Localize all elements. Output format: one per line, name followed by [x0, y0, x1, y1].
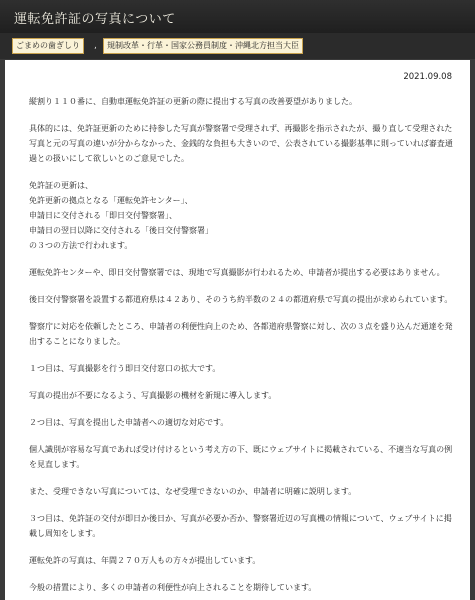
article-paragraphs [29, 94, 456, 595]
article-paragraph [29, 121, 456, 166]
paragraph-line: 免許証の更新は、 [29, 181, 93, 190]
article-paragraph [29, 94, 456, 109]
paragraph-line: ２つ目は、写真を提出した申請者への適切な対応です。 [29, 418, 229, 427]
paragraph-line: 個人識別が容易な写真であれば受け付けるという考え方の下、既にウェブサイトに掲載されている、不適当な写真の例を見直します。 [29, 445, 453, 469]
article-paragraph [29, 484, 456, 499]
category-tag-gomame[interactable]: ごまめの歯ぎしり [12, 38, 84, 54]
article-paragraph [29, 265, 456, 280]
article-paragraph [29, 415, 456, 430]
paragraph-line: 後日交付警察署を設置する都道府県は４２あり、そのうち約半数の２４の都道府県で写真の提出が求められています。 [29, 295, 453, 304]
article-paragraph [29, 178, 456, 253]
article-paragraph [29, 511, 456, 541]
paragraph-line: １つ目は、写真撮影を行う即日交付窓口の拡大です。 [29, 364, 221, 373]
paragraph-line: 運転免許の写真は、年間２７０万人もの方々が提出しています。 [29, 556, 261, 565]
paragraph-line: 写真の提出が不要になるよう、写真撮影の機材を新規に導入します。 [29, 391, 277, 400]
paragraph-line: 今般の措置により、多くの申請者の利便性が向上されることを期待しています。 [29, 583, 317, 592]
paragraph-line: 警察庁に対応を依頼したところ、申請者の利便性向上のため、各都道府県警察に対し、次の３点を盛り込んだ通達を発出することになりました。 [29, 322, 453, 346]
article-paragraph [29, 580, 456, 595]
paragraph-line: 免許更新の拠点となる「運転免許センター」、 [29, 196, 193, 205]
article-paragraph [29, 553, 456, 568]
page-title: 運転免許証の写真について [14, 12, 176, 27]
paragraph-line: 具体的には、免許証更新のために持参した写真が警察署で受理されず、再撮影を指示されたが、撮り直して受理された写真と元の写真の違いが分からなかった、金銭的な負担も大きいので、公表されている撮影基準に則っていれば審査通過との扱いにして欲しいとのご意見でした。 [29, 124, 453, 163]
paragraph-line: 運転免許センターや、即日交付警察署では、現地で写真撮影が行われるため、申請者が提出する必要はありません。 [29, 268, 445, 277]
article-paragraph [29, 388, 456, 403]
paragraph-line: 申請日の翌日以降に交付される「後日交付警察署」 [29, 226, 213, 235]
article-paragraph [29, 319, 456, 349]
article-paragraph [29, 292, 456, 307]
tag-bar [0, 33, 475, 59]
paragraph-line: の３つの方法で行われます。 [29, 241, 133, 250]
article-date: 2021.09.08 [403, 72, 452, 82]
paragraph-line: 縦割り１１０番に、自動車運転免許証の更新の際に提出する写真の改善要望がありました。 [29, 97, 357, 106]
article-body [5, 60, 470, 600]
tag-separator: , [94, 41, 97, 51]
article-paragraph [29, 442, 456, 472]
article-paragraph [29, 361, 456, 376]
page-header [0, 0, 475, 33]
paragraph-line: また、受理できない写真については、なぜ受理できないのか、申請者に明確に説明します。 [29, 487, 357, 496]
paragraph-line: 申請日に交付される「即日交付警察署」、 [29, 211, 177, 220]
paragraph-line: ３つ目は、免許証の交付が即日か後日か、写真が必要か否か、警察署近辺の写真機の情報について、ウェブサイトに掲載し周知をします。 [29, 514, 452, 538]
category-tag-minister[interactable]: 規制改革・行革・国家公務員制度・沖縄北方担当大臣 [103, 38, 303, 54]
